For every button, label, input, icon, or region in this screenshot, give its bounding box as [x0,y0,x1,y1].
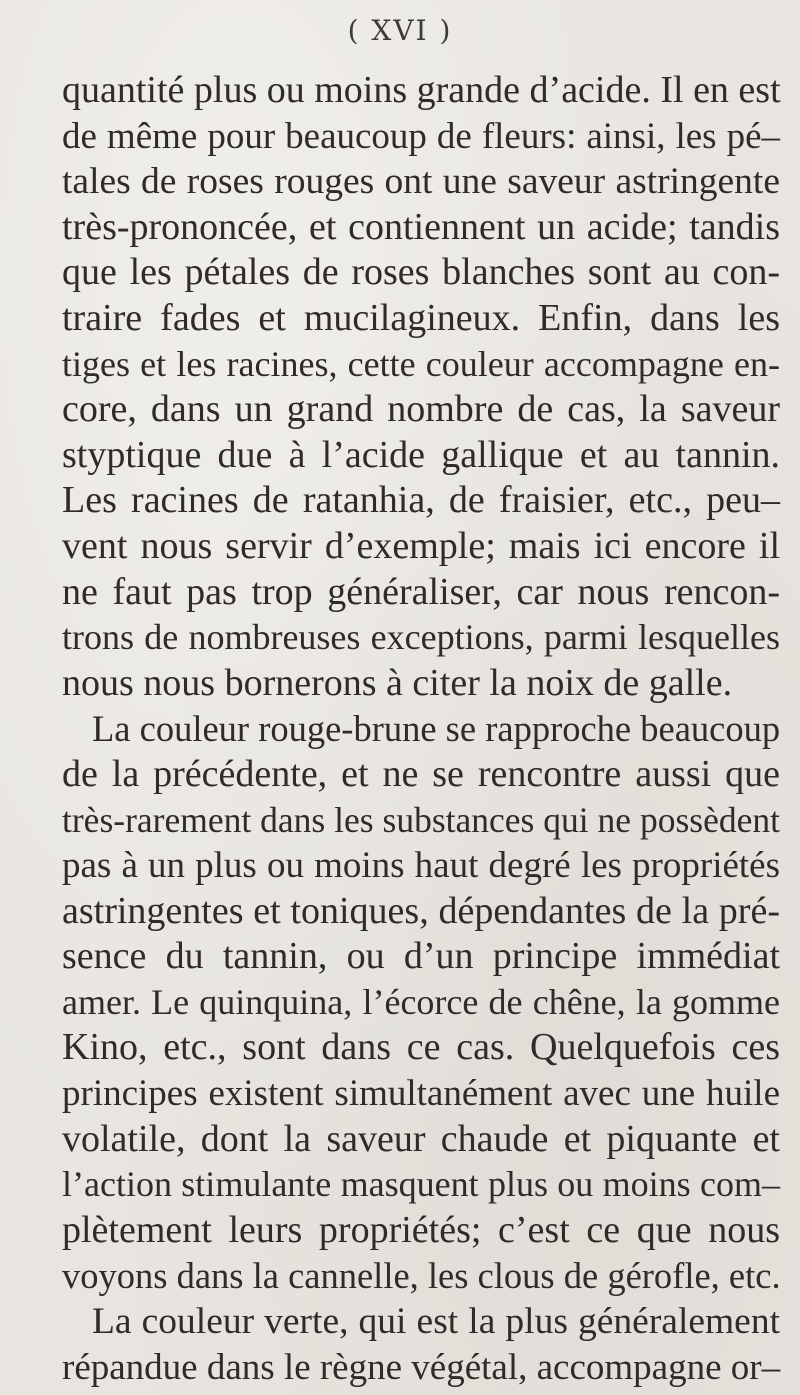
text-line: La couleur verte, qui est la plus généralement [92,1301,780,1343]
page-header: ( XVI ) [347,14,453,47]
text-line: styptique due à l’acide gallique et au tannin. [62,433,780,476]
text-line: voyons dans la cannelle, les clous de gérofle, etc. [62,1255,781,1297]
text-line: très-rarement dans les substances qui ne possèdent [62,799,780,840]
text-line: nous nous bornerons à citer la noix de galle. [62,661,733,704]
text-line: vent nous servir d’exemple; mais ici encore il [62,524,780,567]
text-line: volatile, dont la saveur chaude et piquante et [62,1117,780,1160]
text-line: Kino, etc., sont dans ce cas. Quelquefois ces [62,1026,780,1069]
text-line: plètement leurs propriétés; c’est ce que nous [62,1208,780,1251]
text-line: tales de roses rouges ont une saveur astringente [62,161,780,203]
text-line: La couleur rouge-brune se rapproche beaucoup [92,708,781,750]
text-line: très-prononcée, et contiennent un acide; tandis [62,205,780,248]
text-line: de même pour beaucoup de fleurs: ainsi, les pé– [62,115,780,157]
text-line: répandue dans le règne végétal, accompagne or– [62,1346,781,1388]
text-line: que les pétales de roses blanches sont au con- [62,251,780,294]
text-line: astringentes et toniques, dépendantes de la pré- [62,889,780,932]
text-line: trons de nombreuses exceptions, parmi lesquelles [62,617,780,658]
text-line: de la précédente, et ne se rencontre aussi que [62,752,780,795]
text-line: pas à un plus ou moins haut degré les propriétés [62,845,780,887]
text-line: core, dans un grand nombre de cas, la saveur [62,388,780,431]
text-line: ne faut pas trop généraliser, car nous rencon- [62,570,780,613]
text-line: amer. Le quinquina, l’écorce de chêne, la gomme [62,981,780,1022]
text-line: Les racines de ratanhia, de fraisier, etc., peu– [62,479,780,522]
text-line: quantité plus ou moins grande d’acide. Il en est [62,69,781,111]
text-line: l’action stimulante masquent plus ou moins com– [62,1164,780,1205]
text-line: principes existent simultanément avec une huile [62,1073,780,1115]
text-line: tiges et les racines, cette couleur accompagne en- [62,343,780,384]
page-body [62,68,780,1390]
text-line: traire fades et mucilagineux. Enfin, dans les [62,296,780,339]
text-line: sence du tannin, ou d’un principe immédiat [62,935,780,978]
